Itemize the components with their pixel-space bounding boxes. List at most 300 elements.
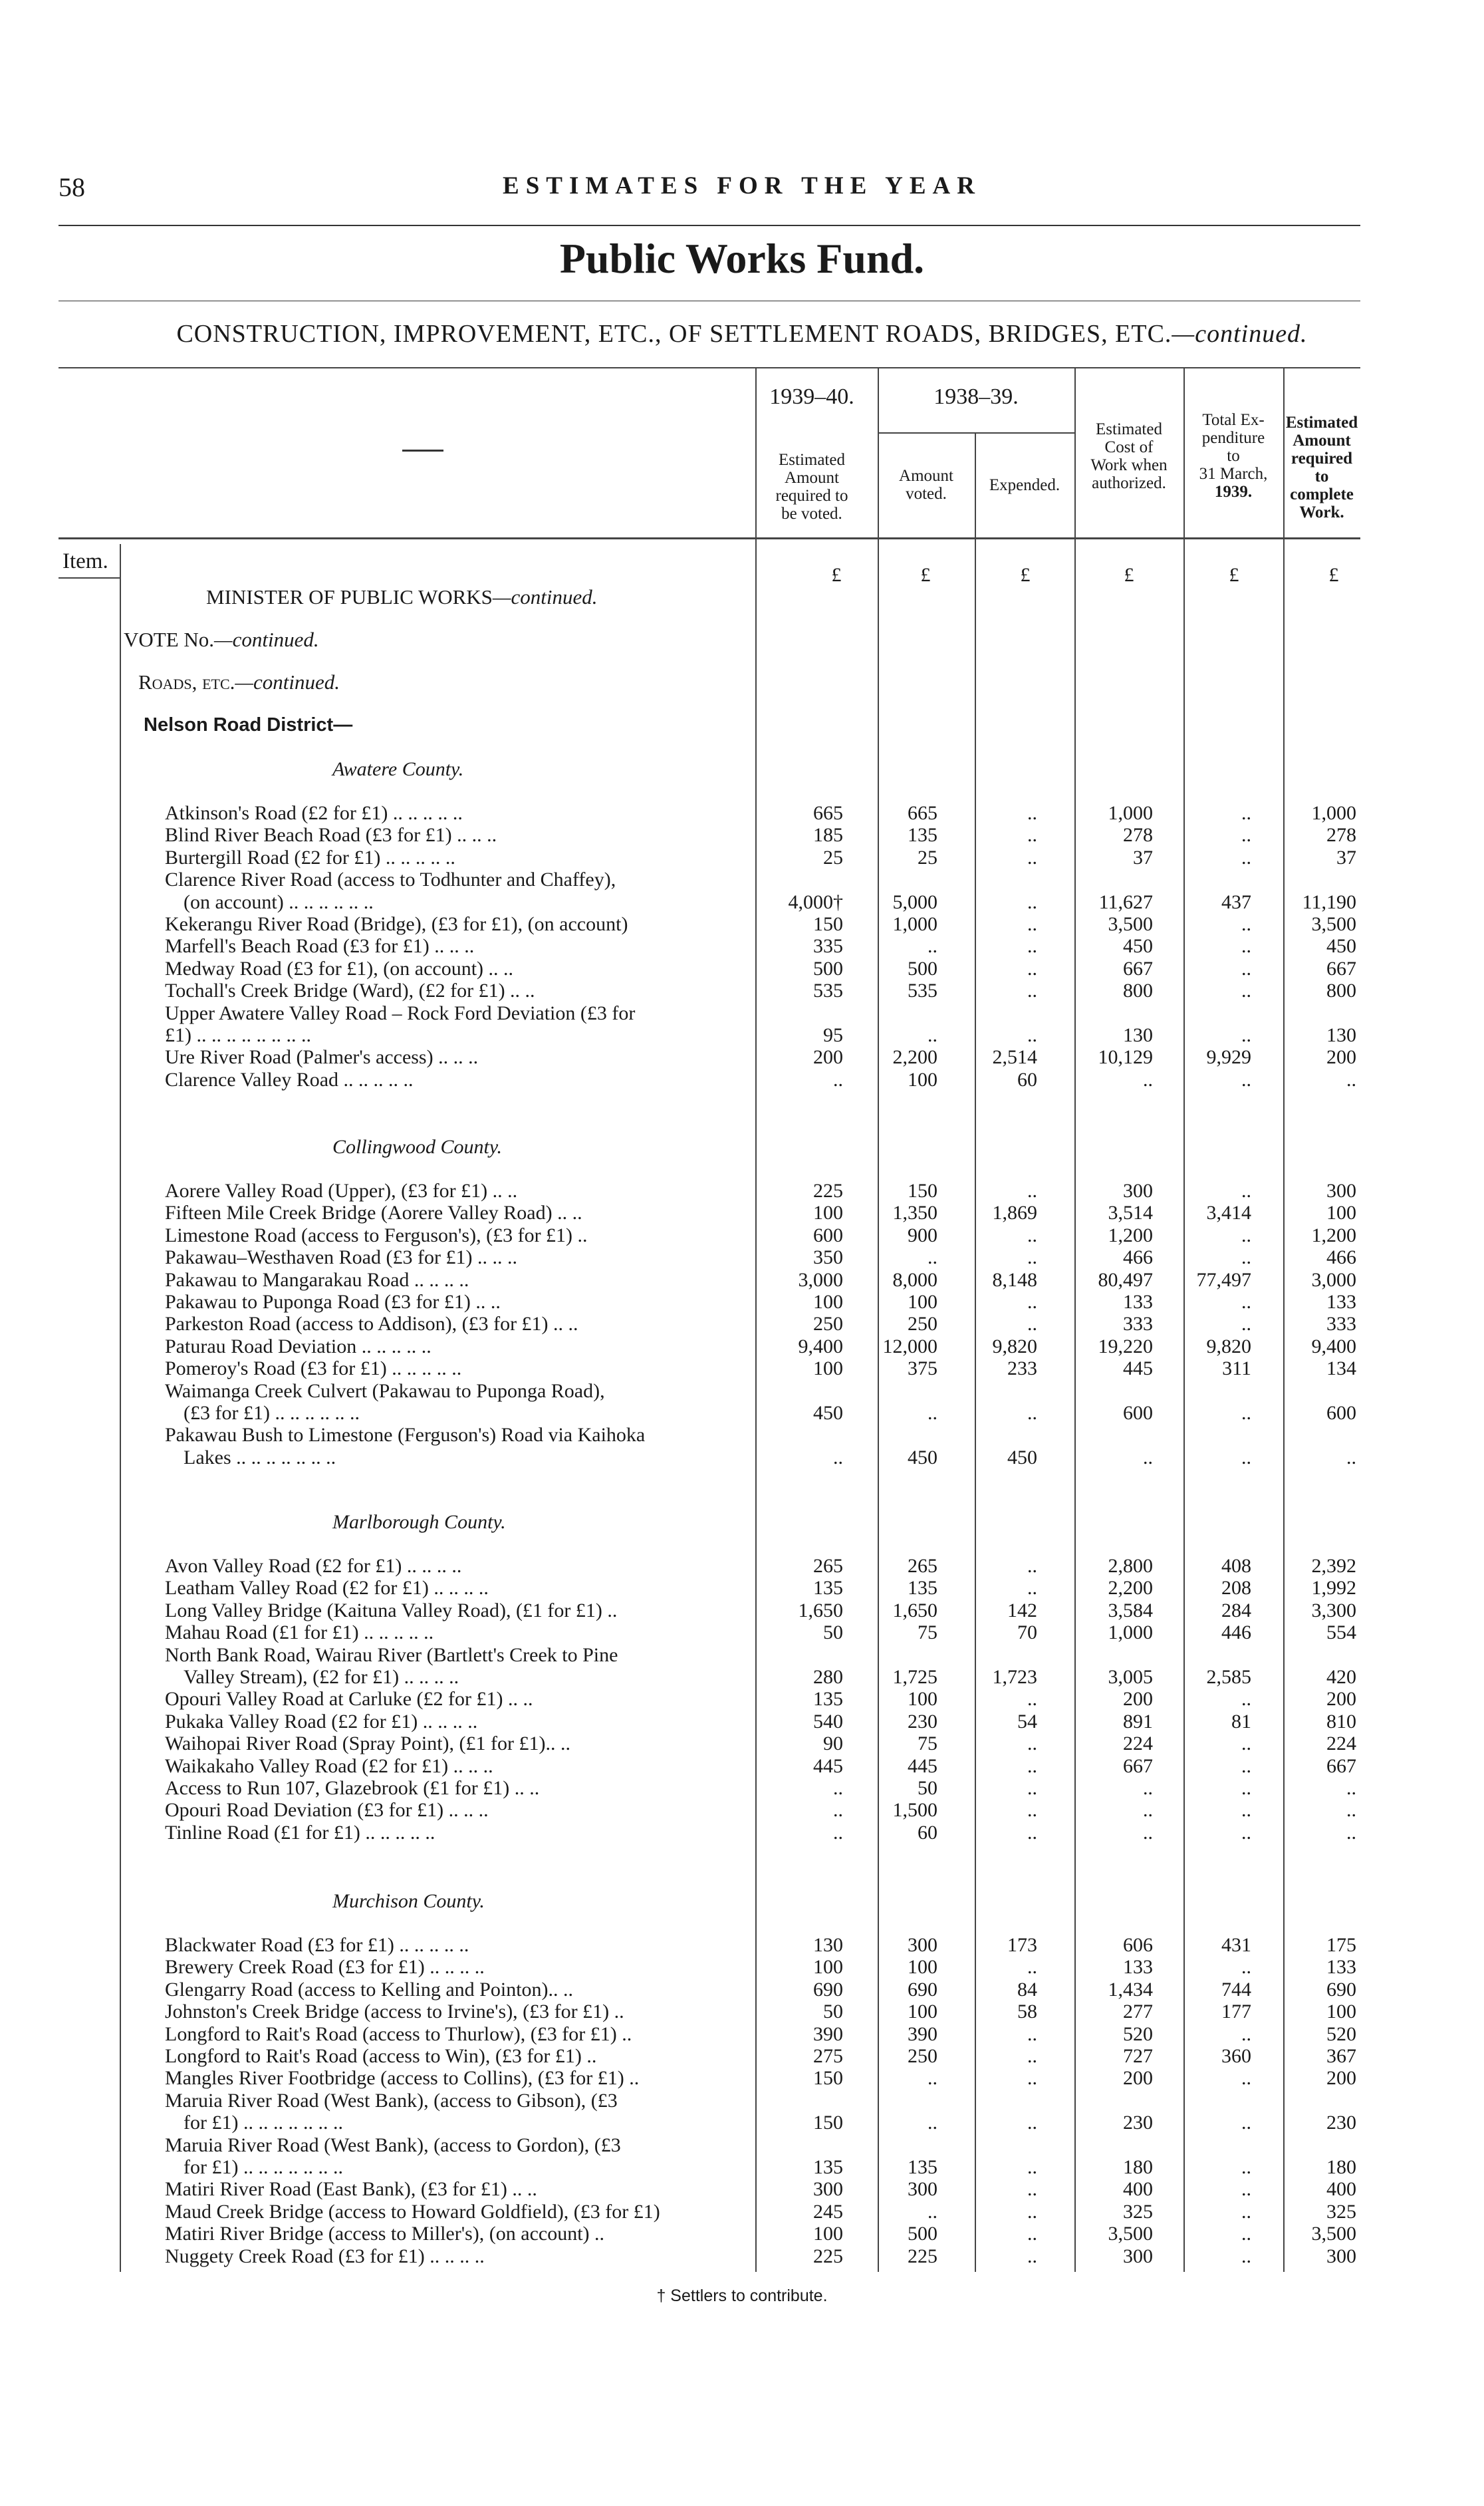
- county-heading: Awatere County.: [332, 758, 464, 780]
- row-value: 9,820: [1206, 1335, 1251, 1357]
- row-description: Pakawau to Puponga Road (£3 for £1) .. ..: [165, 1291, 501, 1313]
- row-description: Paturau Road Deviation .. .. .. .. ..: [165, 1335, 432, 1357]
- table-row: [0, 1246, 1484, 1268]
- row-description: Maruia River Road (West Bank), (access to Gordon), (£3: [165, 2134, 621, 2156]
- row-value: 3,514: [1108, 1202, 1153, 1224]
- row-description: Nuggety Creek Road (£3 for £1) .. .. .. ..: [165, 2245, 485, 2267]
- running-title: ESTIMATES FOR THE YEAR: [503, 172, 981, 200]
- row-value: ..: [1241, 957, 1251, 980]
- row-value: ..: [1027, 957, 1037, 980]
- district-heading: Nelson Road District—: [144, 714, 353, 736]
- row-value: 77,497: [1196, 1268, 1251, 1291]
- row-value: 100: [908, 1956, 937, 1979]
- row-value: 600: [813, 1224, 843, 1246]
- row-value: 275: [813, 2045, 843, 2067]
- row-value: 11,627: [1098, 891, 1153, 913]
- row-value: 554: [1326, 1621, 1356, 1644]
- row-value: ..: [1241, 1246, 1251, 1269]
- row-value: 8,000: [892, 1268, 937, 1291]
- row-value: 1,000: [892, 913, 937, 935]
- table-row: [0, 1202, 1484, 1224]
- row-description: Pakawau to Mangarakau Road .. .. .. ..: [165, 1268, 469, 1291]
- row-value: 891: [1123, 1710, 1153, 1733]
- row-value: ..: [1143, 1068, 1153, 1091]
- table-row: [0, 1577, 1484, 1599]
- row-value: 224: [1326, 1733, 1356, 1755]
- row-value: ..: [1027, 2178, 1037, 2201]
- row-value: 500: [908, 957, 937, 980]
- row-value: 133: [1123, 1956, 1153, 1979]
- row-value: ..: [1241, 1754, 1251, 1777]
- table-row: [0, 2090, 1484, 2134]
- row-value: 1,650: [798, 1599, 843, 1621]
- row-value: 233: [1007, 1357, 1037, 1380]
- row-value: 130: [813, 1934, 843, 1956]
- table-row: [0, 1291, 1484, 1313]
- row-description: Johnston's Creek Bridge (access to Irvine's), (£3 for £1) ..: [165, 2001, 624, 2023]
- row-value: 445: [813, 1754, 843, 1777]
- table-row: [0, 847, 1484, 869]
- row-description: Parkeston Road (access to Addison), (£3 for £1) .. ..: [165, 1313, 578, 1335]
- row-value: 133: [1326, 1956, 1356, 1979]
- row-value: 450: [813, 1401, 843, 1424]
- row-value: 1,000: [1108, 1621, 1153, 1644]
- row-value: 75: [918, 1621, 937, 1644]
- row-value: 420: [1326, 1665, 1356, 1688]
- row-value: 133: [1123, 1291, 1153, 1313]
- row-description: (£3 for £1) .. .. .. .. .. ..: [184, 1401, 360, 1424]
- row-value: 3,500: [1108, 913, 1153, 935]
- row-description: £1) .. .. .. .. .. .. .. ..: [165, 1024, 311, 1046]
- row-value: 230: [908, 1710, 937, 1733]
- row-value: 325: [1326, 2200, 1356, 2223]
- row-value: ..: [1027, 1956, 1037, 1979]
- row-value: ..: [1027, 2245, 1037, 2267]
- table-row: [0, 1555, 1484, 1577]
- row-value: ..: [1027, 1291, 1037, 1313]
- row-value: ..: [928, 2112, 937, 2134]
- row-value: ..: [1241, 802, 1251, 824]
- row-value: 367: [1326, 2045, 1356, 2067]
- row-description: Longford to Rait's Road (access to Win), (£3 for £1) ..: [165, 2045, 597, 2067]
- roads-heading: Roads, etc.—continued.: [138, 670, 340, 694]
- row-value: ..: [1027, 980, 1037, 1002]
- row-value: 466: [1123, 1246, 1153, 1269]
- table-row: [0, 1799, 1484, 1821]
- table-row: [0, 2001, 1484, 2022]
- row-value: 58: [1017, 2001, 1037, 2023]
- row-value: 535: [813, 980, 843, 1002]
- row-value: 2,585: [1206, 1665, 1251, 1688]
- row-description: for £1) .. .. .. .. .. .. ..: [184, 2112, 343, 2134]
- table-row: [0, 935, 1484, 957]
- row-value: ..: [1241, 1401, 1251, 1424]
- table-row: [0, 1979, 1484, 2001]
- table-row: [0, 2223, 1484, 2245]
- row-value: 360: [1221, 2045, 1251, 2067]
- row-value: 130: [1326, 1024, 1356, 1046]
- row-value: 150: [813, 913, 843, 935]
- table-row: [0, 2023, 1484, 2045]
- row-value: 135: [813, 1577, 843, 1600]
- row-value: ..: [833, 1799, 843, 1822]
- pound-sign: £: [1020, 564, 1031, 586]
- row-value: ..: [1241, 1733, 1251, 1755]
- row-value: 25: [823, 846, 843, 869]
- row-description: Waikakaho Valley Road (£2 for £1) .. .. ..: [165, 1754, 493, 1777]
- row-description: Pomeroy's Road (£3 for £1) .. .. .. .. ..: [165, 1357, 462, 1380]
- pound-sign: £: [920, 564, 931, 586]
- row-value: 135: [908, 2156, 937, 2178]
- row-value: 200: [1326, 1688, 1356, 1711]
- table-row: [0, 1934, 1484, 1956]
- row-value: 3,300: [1311, 1599, 1356, 1621]
- row-value: 135: [813, 2156, 843, 2178]
- row-value: 37: [1336, 846, 1356, 869]
- row-value: 245: [813, 2200, 843, 2223]
- table-row: [0, 1755, 1484, 1777]
- row-value: 135: [813, 1688, 843, 1711]
- row-value: 520: [1123, 2022, 1153, 2045]
- table-row: [0, 1046, 1484, 1068]
- row-description: Marfell's Beach Road (£3 for £1) .. .. ..: [165, 935, 475, 958]
- row-value: 450: [1123, 935, 1153, 958]
- row-value: 135: [908, 1577, 937, 1600]
- row-value: 284: [1221, 1599, 1251, 1621]
- row-value: 445: [908, 1754, 937, 1777]
- row-value: 100: [813, 1291, 843, 1313]
- row-value: ..: [1241, 1224, 1251, 1246]
- row-description: Pakawau Bush to Limestone (Ferguson's) Road via Kaihoka: [165, 1424, 646, 1447]
- county-heading: Collingwood County.: [332, 1136, 503, 1158]
- row-value: 19,220: [1098, 1335, 1153, 1357]
- row-value: 810: [1326, 1710, 1356, 1733]
- row-description: Blind River Beach Road (£3 for £1) .. .. ..: [165, 824, 497, 847]
- row-value: ..: [1241, 846, 1251, 869]
- row-value: ..: [1027, 1555, 1037, 1577]
- row-value: 100: [813, 1357, 843, 1380]
- row-description: Pakawau–Westhaven Road (£3 for £1) .. .. ..: [165, 1246, 517, 1269]
- row-value: ..: [1346, 1777, 1356, 1799]
- table-row: [0, 1711, 1484, 1733]
- row-value: ..: [1027, 2022, 1037, 2045]
- table-row: [0, 1733, 1484, 1754]
- row-description: Mahau Road (£1 for £1) .. .. .. .. ..: [165, 1621, 434, 1644]
- pound-sign: £: [831, 564, 842, 586]
- row-value: 200: [1123, 2067, 1153, 2090]
- ministry-heading: MINISTER OF PUBLIC WORKS—continued.: [206, 585, 598, 609]
- row-value: 100: [813, 1956, 843, 1979]
- table-row: [0, 2134, 1484, 2179]
- row-value: ..: [1143, 1799, 1153, 1822]
- pound-sign: £: [1124, 564, 1134, 586]
- row-value: ..: [928, 1401, 937, 1424]
- row-value: 600: [1326, 1401, 1356, 1424]
- row-description: Upper Awatere Valley Road – Rock Ford Deviation (£3 for: [165, 1002, 636, 1024]
- row-value: 60: [918, 1821, 937, 1844]
- table-row: [0, 1180, 1484, 1202]
- row-value: 100: [908, 1068, 937, 1091]
- row-value: 2,514: [992, 1046, 1037, 1069]
- row-description: Mangles River Footbridge (access to Collins), (£3 for £1) ..: [165, 2067, 640, 2090]
- table-row: [0, 2045, 1484, 2067]
- table-head-rule: [59, 537, 1360, 539]
- row-value: 1,992: [1311, 1577, 1356, 1600]
- row-value: 60: [1017, 1068, 1037, 1091]
- row-value: 390: [813, 2022, 843, 2045]
- row-value: 300: [1326, 2245, 1356, 2267]
- row-value: ..: [1346, 1446, 1356, 1468]
- table-row: [0, 1424, 1484, 1468]
- row-value: 175: [1326, 1934, 1356, 1956]
- table-row: [0, 802, 1484, 824]
- row-description: Atkinson's Road (£2 for £1) .. .. .. .. ..: [165, 802, 463, 824]
- row-description: Fifteen Mile Creek Bridge (Aorere Valley Road) .. ..: [165, 1202, 582, 1224]
- row-value: ..: [1027, 846, 1037, 869]
- row-description: Waimanga Creek Culvert (Pakawau to Puponga Road),: [165, 1379, 605, 1402]
- page-number: 58: [59, 172, 85, 202]
- row-value: 3,500: [1108, 2223, 1153, 2245]
- row-value: 300: [908, 1934, 937, 1956]
- row-description: Opouri Valley Road at Carluke (£2 for £1) .. ..: [165, 1688, 533, 1711]
- row-description: Medway Road (£3 for £1), (on account) .. ..: [165, 957, 514, 980]
- row-value: ..: [928, 1024, 937, 1046]
- row-description: Access to Run 107, Glazebrook (£1 for £1) .. ..: [165, 1777, 540, 1799]
- table-row: [0, 980, 1484, 1002]
- row-value: 4,000†: [788, 891, 843, 913]
- row-value: 225: [813, 1180, 843, 1202]
- row-value: ..: [1241, 2112, 1251, 2134]
- col-estimated-cost: Estimated Cost of Work when authorized.: [1090, 420, 1168, 492]
- table-row: [0, 869, 1484, 913]
- row-value: ..: [1027, 1313, 1037, 1335]
- table-row: [0, 1335, 1484, 1357]
- row-value: 177: [1221, 2001, 1251, 2023]
- row-value: 2,200: [1108, 1577, 1153, 1600]
- row-value: ..: [833, 1446, 843, 1468]
- row-value: 466: [1326, 1246, 1356, 1269]
- table-row: [0, 1956, 1484, 1978]
- row-value: ..: [1027, 2067, 1037, 2090]
- row-value: 70: [1017, 1621, 1037, 1644]
- row-value: ..: [1241, 2200, 1251, 2223]
- row-value: 400: [1123, 2178, 1153, 2201]
- row-value: 1,500: [892, 1799, 937, 1822]
- row-value: ..: [833, 1068, 843, 1091]
- row-value: 50: [823, 1621, 843, 1644]
- row-value: 665: [813, 802, 843, 824]
- row-value: 300: [1123, 1180, 1153, 1202]
- row-value: 278: [1123, 824, 1153, 847]
- row-value: 437: [1221, 891, 1251, 913]
- row-value: 744: [1221, 1978, 1251, 2001]
- row-value: 250: [908, 2045, 937, 2067]
- row-value: 3,414: [1206, 1202, 1251, 1224]
- table-row: [0, 1600, 1484, 1621]
- table-row: [0, 1380, 1484, 1425]
- row-value: 2,200: [892, 1046, 937, 1069]
- row-value: 450: [908, 1446, 937, 1468]
- row-value: ..: [928, 935, 937, 958]
- row-value: 667: [1123, 957, 1153, 980]
- row-value: 135: [908, 824, 937, 847]
- row-value: ..: [1027, 2045, 1037, 2067]
- row-value: ..: [1027, 1799, 1037, 1822]
- table-row: [0, 1822, 1484, 1844]
- row-value: 2,392: [1311, 1555, 1356, 1577]
- row-value: 200: [1326, 1046, 1356, 1069]
- row-value: 100: [1326, 2001, 1356, 2023]
- row-description: Kekerangu River Road (Bridge), (£3 for £1), (on account): [165, 913, 628, 935]
- table-row: [0, 1269, 1484, 1291]
- row-value: 300: [1123, 2245, 1153, 2267]
- county-heading: Murchison County.: [332, 1890, 485, 1912]
- row-description: Long Valley Bridge (Kaituna Valley Road), (£1 for £1) ..: [165, 1599, 618, 1621]
- row-value: 1,869: [992, 1202, 1037, 1224]
- row-value: 278: [1326, 824, 1356, 847]
- row-value: 150: [908, 1180, 937, 1202]
- row-value: ..: [1027, 2112, 1037, 2134]
- row-value: ..: [1241, 980, 1251, 1002]
- row-value: ..: [1027, 2200, 1037, 2223]
- row-value: ..: [1241, 1291, 1251, 1313]
- row-value: ..: [1143, 1446, 1153, 1468]
- row-value: 390: [908, 2022, 937, 2045]
- row-value: ..: [1241, 1688, 1251, 1711]
- col-total-expenditure: Total Ex- penditure to 31 March, 1939.: [1199, 411, 1268, 501]
- row-value: 180: [1123, 2156, 1153, 2178]
- row-value: 9,400: [798, 1335, 843, 1357]
- row-value: ..: [1241, 2156, 1251, 2178]
- row-value: 25: [918, 846, 937, 869]
- row-value: 5,000: [892, 891, 937, 913]
- row-value: ..: [833, 1821, 843, 1844]
- fund-title: Public Works Fund.: [559, 235, 925, 282]
- row-value: 75: [918, 1733, 937, 1755]
- row-value: 450: [1326, 935, 1356, 958]
- row-value: 3,000: [798, 1268, 843, 1291]
- row-value: 95: [823, 1024, 843, 1046]
- row-value: 1,000: [1311, 802, 1356, 824]
- row-value: 3,000: [1311, 1268, 1356, 1291]
- row-value: 1,200: [1311, 1224, 1356, 1246]
- row-value: 400: [1326, 2178, 1356, 2201]
- row-value: ..: [1241, 824, 1251, 847]
- row-value: 11,190: [1302, 891, 1356, 913]
- table-row: [0, 1224, 1484, 1246]
- row-value: 54: [1017, 1710, 1037, 1733]
- row-description: Longford to Rait's Road (access to Thurlow), (£3 for £1) ..: [165, 2022, 632, 2045]
- county-heading: Marlborough County.: [332, 1511, 506, 1533]
- row-value: ..: [1027, 1733, 1037, 1755]
- row-value: ..: [1027, 1754, 1037, 1777]
- row-description: Maruia River Road (West Bank), (access to Gibson), (£3: [165, 2089, 618, 2112]
- table-row: [0, 1777, 1484, 1799]
- row-value: 150: [813, 2112, 843, 2134]
- row-value: ..: [1143, 1821, 1153, 1844]
- row-value: ..: [1241, 913, 1251, 935]
- row-value: 600: [1123, 1401, 1153, 1424]
- row-description: Matiri River Road (East Bank), (£3 for £1) .. ..: [165, 2178, 537, 2201]
- row-value: ..: [1241, 2067, 1251, 2090]
- row-value: ..: [1241, 1446, 1251, 1468]
- row-value: 50: [823, 2001, 843, 2023]
- table-row: [0, 2067, 1484, 2089]
- row-value: 100: [908, 1688, 937, 1711]
- row-value: 446: [1221, 1621, 1251, 1644]
- row-value: 90: [823, 1733, 843, 1755]
- row-description: for £1) .. .. .. .. .. .. ..: [184, 2156, 343, 2178]
- row-value: ..: [1027, 913, 1037, 935]
- row-value: 445: [1123, 1357, 1153, 1380]
- table-row: [0, 2201, 1484, 2223]
- row-value: 335: [813, 935, 843, 958]
- table-row: [0, 1357, 1484, 1379]
- row-value: 606: [1123, 1934, 1153, 1956]
- row-description: Tinline Road (£1 for £1) .. .. .. .. ..: [165, 1821, 435, 1844]
- row-description: Aorere Valley Road (Upper), (£3 for £1) .. ..: [165, 1180, 518, 1202]
- row-value: 3,500: [1311, 2223, 1356, 2245]
- row-value: ..: [1027, 1224, 1037, 1246]
- row-value: ..: [1241, 1777, 1251, 1799]
- pound-sign: £: [1229, 564, 1239, 586]
- row-value: 800: [1326, 980, 1356, 1002]
- row-description: Opouri Road Deviation (£3 for £1) .. .. ..: [165, 1799, 489, 1822]
- row-value: 9,400: [1311, 1335, 1356, 1357]
- row-value: 1,200: [1108, 1224, 1153, 1246]
- row-value: 1,650: [892, 1599, 937, 1621]
- row-value: 690: [1326, 1978, 1356, 2001]
- table-row: [0, 1644, 1484, 1689]
- row-value: ..: [1027, 1577, 1037, 1600]
- row-description: Limestone Road (access to Ferguson's), (£3 for £1) ..: [165, 1224, 588, 1246]
- row-value: 50: [918, 1777, 937, 1799]
- row-value: ..: [1027, 1246, 1037, 1269]
- row-description: Burtergill Road (£2 for £1) .. .. .. .. ..: [165, 846, 455, 869]
- row-value: 100: [908, 2001, 937, 2023]
- row-value: 500: [813, 957, 843, 980]
- row-value: ..: [833, 1777, 843, 1799]
- row-value: 500: [908, 2223, 937, 2245]
- row-value: 280: [813, 1665, 843, 1688]
- row-value: 727: [1123, 2045, 1153, 2067]
- row-description: Blackwater Road (£3 for £1) .. .. .. .. ..: [165, 1934, 469, 1956]
- row-value: 350: [813, 1246, 843, 1269]
- row-value: 185: [813, 824, 843, 847]
- row-value: 2,800: [1108, 1555, 1153, 1577]
- row-value: ..: [1241, 1821, 1251, 1844]
- row-value: 12,000: [882, 1335, 937, 1357]
- row-value: 520: [1326, 2022, 1356, 2045]
- row-value: 81: [1231, 1710, 1251, 1733]
- col-amount-voted: Amount voted.: [899, 467, 953, 503]
- row-value: ..: [1241, 1180, 1251, 1202]
- row-value: 200: [1123, 1688, 1153, 1711]
- row-value: 225: [908, 2245, 937, 2267]
- subtitle: [0, 319, 1484, 348]
- row-value: ..: [1241, 1024, 1251, 1046]
- row-value: 100: [908, 1291, 937, 1313]
- row-value: 100: [813, 2223, 843, 2245]
- row-value: 100: [1326, 1202, 1356, 1224]
- row-value: 84: [1017, 1978, 1037, 2001]
- row-value: 300: [813, 2178, 843, 2201]
- row-value: ..: [1027, 935, 1037, 958]
- row-value: ..: [1241, 2223, 1251, 2245]
- table-row: [0, 1002, 1484, 1047]
- row-value: 900: [908, 1224, 937, 1246]
- row-value: 100: [813, 1202, 843, 1224]
